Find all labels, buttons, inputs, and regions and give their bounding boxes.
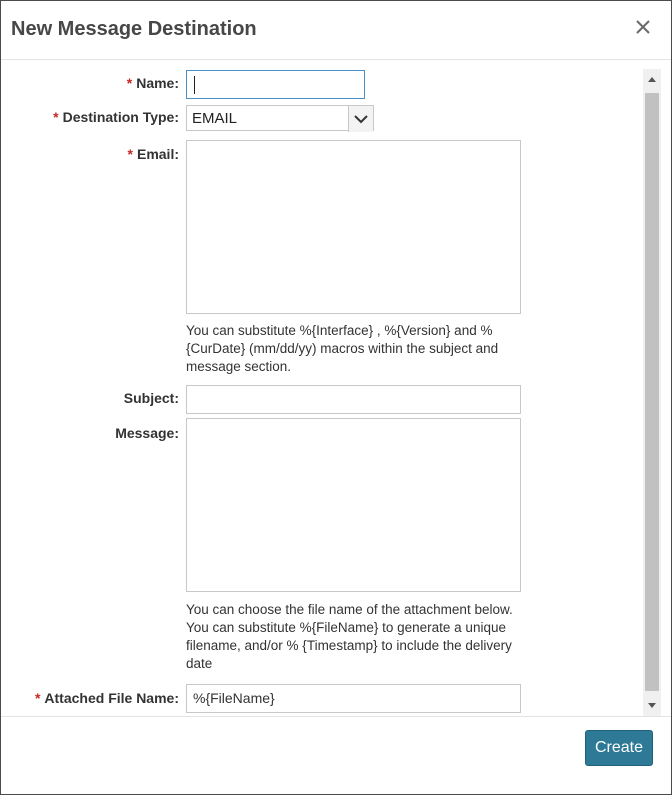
required-marker: * xyxy=(126,75,133,91)
required-marker: * xyxy=(34,690,41,706)
subject-label: Subject: xyxy=(123,390,179,406)
email-textarea[interactable] xyxy=(186,140,521,314)
scroll-up-arrow-icon[interactable] xyxy=(643,71,661,89)
required-marker: * xyxy=(53,109,59,125)
scroll-down-arrow-icon[interactable] xyxy=(643,696,661,714)
close-icon[interactable] xyxy=(631,15,655,39)
dialog-title: New Message Destination xyxy=(11,18,257,40)
email-label: * Email: xyxy=(127,146,179,162)
scrollbar-thumb[interactable] xyxy=(645,93,659,691)
vertical-scrollbar[interactable] xyxy=(643,69,661,716)
dialog-header xyxy=(1,1,671,60)
attached-file-name-input[interactable]: %{FileName} xyxy=(186,684,521,713)
attached-file-name-label: * Attached File Name: xyxy=(34,690,179,706)
dialog-footer xyxy=(1,716,671,795)
required-marker: * xyxy=(127,146,133,162)
chevron-down-icon[interactable] xyxy=(348,106,373,132)
create-button[interactable]: Create xyxy=(585,730,653,766)
destination-type-value: EMAIL xyxy=(192,110,238,127)
file-name-help-text: You can choose the file name of the attachment below. You can substitute %{FileName} to generate a unique filename, and/or % {Timestamp} to include the delivery date xyxy=(186,602,513,671)
destination-type-select[interactable] xyxy=(186,105,374,131)
macro-help-text: You can substitute %{Interface} , %{Version} and %{CurDate} (mm/dd/yy) macros within the subject and message section. xyxy=(186,323,499,374)
message-textarea[interactable] xyxy=(186,418,521,592)
subject-input[interactable] xyxy=(186,385,521,414)
name-input[interactable] xyxy=(186,70,365,99)
name-label: * Name: xyxy=(126,75,179,91)
dialog-body xyxy=(1,60,671,716)
destination-type-label: * Destination Type: xyxy=(53,109,179,125)
message-label: Message: xyxy=(115,425,179,441)
